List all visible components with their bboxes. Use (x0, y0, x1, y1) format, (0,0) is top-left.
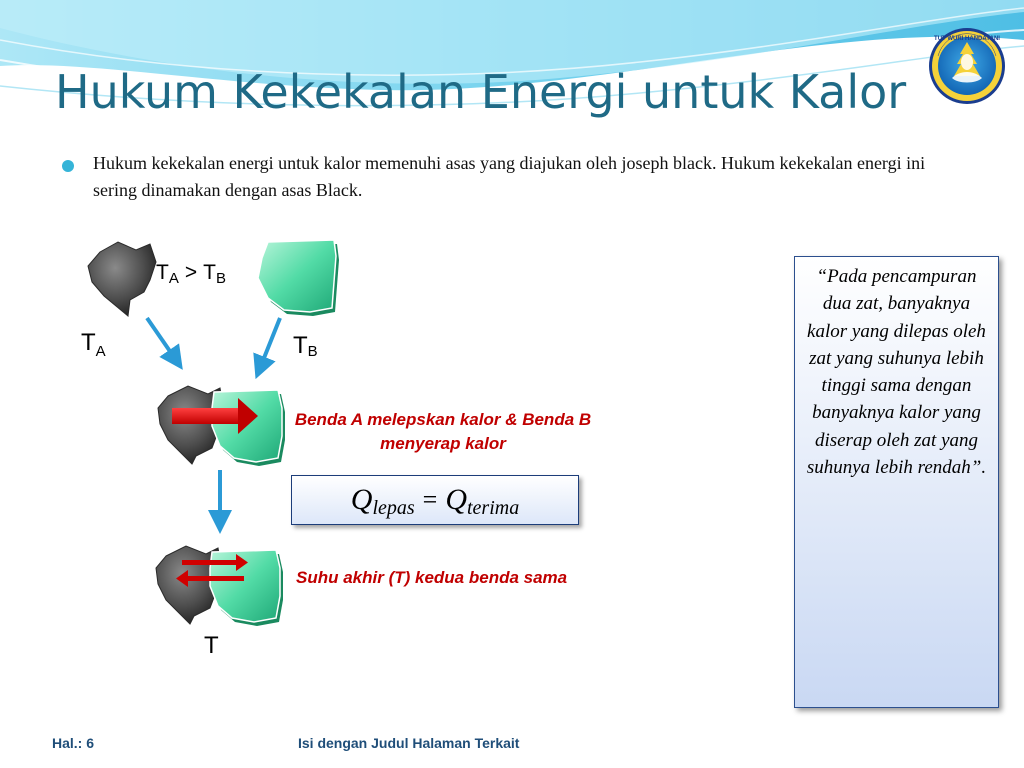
footer-page-number: Hal.: 6 (52, 735, 95, 751)
contact-objects-mid (158, 386, 285, 466)
formula-sub-terima: terima (467, 496, 520, 519)
label-final-t: T (204, 632, 219, 659)
step1-caption: Benda A melepskan kalor & Benda B menyerap kalor (294, 410, 592, 453)
footer-title: Isi dengan Judul Halaman Terkait (298, 735, 520, 751)
arrow-a-down-icon (147, 318, 176, 360)
quote-box (794, 256, 999, 708)
label-ta: $T_A$ (81, 329, 106, 360)
bullet-text: Hukum kekekalan energi untuk kalor memenuhi asas yang diajukan oleh joseph black. Hukum kekekalan energi ini sering dinamakan dengan asas Black. (93, 153, 926, 200)
step2-caption: Suhu akhir (T) kedua benda sama (296, 568, 568, 587)
compare-label: TA > TB (156, 261, 226, 287)
object-a-rock (88, 242, 156, 316)
formula-box (291, 475, 579, 525)
formula-q1: Q (350, 483, 373, 516)
slide-title: Hukum Kekekalan Energi untuk Kalor (55, 65, 907, 119)
formula-q2: Q (445, 483, 467, 516)
label-tb: TB (293, 332, 318, 360)
formula-sub-lepas: lepas (372, 496, 415, 519)
quote-text: “Pada pencampuran dua zat, banyaknya kalor yang dilepas oleh zat yang suhunya lebih tinggi sama dengan banyaknya kalor yang diserap oleh zat yang suhunya lebih rendah”. (806, 266, 987, 479)
arrow-b-down-icon (260, 318, 280, 368)
logo-text: TUT WURI HANDAYANI (934, 36, 1000, 42)
object-b-green (258, 240, 339, 316)
formula-equals: = (422, 485, 438, 514)
contact-objects-bottom (156, 546, 283, 626)
